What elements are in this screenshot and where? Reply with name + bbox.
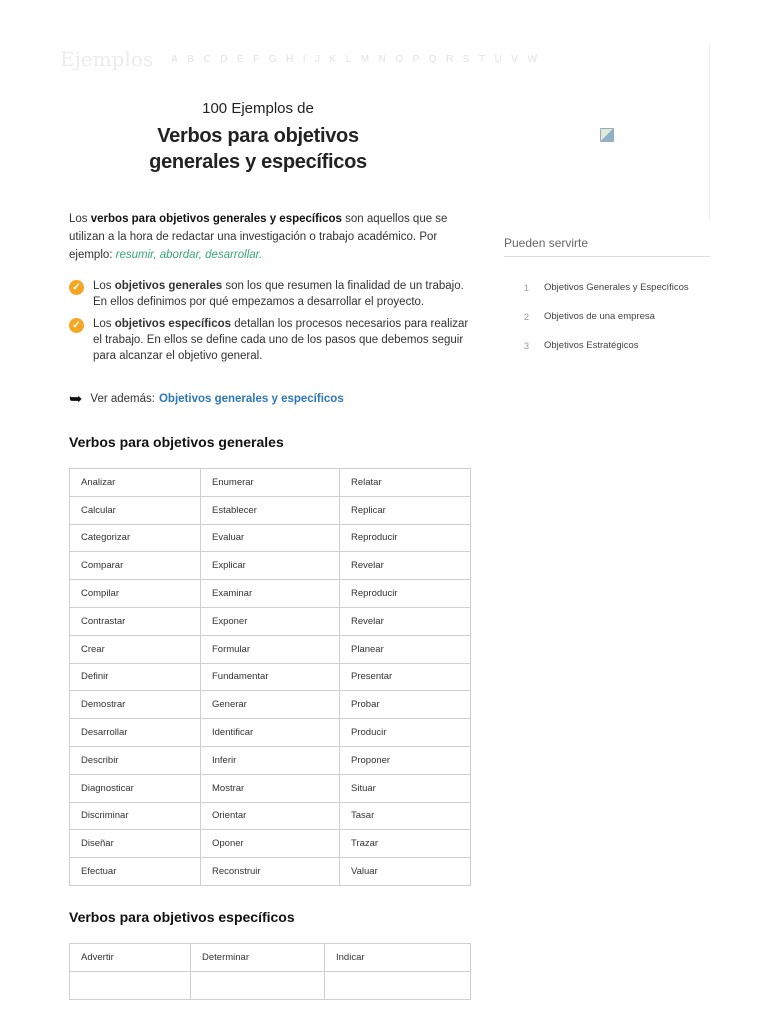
table-cell: Examinar bbox=[201, 580, 340, 608]
related-item-number: 3 bbox=[524, 340, 530, 351]
table-row bbox=[70, 802, 471, 830]
table-row bbox=[70, 774, 471, 802]
table-cell: Enumerar bbox=[201, 469, 340, 497]
alphabet-letter[interactable]: U bbox=[494, 53, 503, 65]
general-verbs-table bbox=[69, 468, 471, 886]
table-cell: Contrastar bbox=[70, 607, 201, 635]
definition-prefix: Los bbox=[93, 280, 115, 292]
table-row bbox=[70, 719, 471, 747]
table-cell: Trazar bbox=[340, 830, 471, 858]
table-cell: Generar bbox=[201, 691, 340, 719]
table-cell bbox=[70, 971, 191, 999]
definition-text bbox=[93, 278, 471, 310]
alphabet-letter[interactable]: P bbox=[412, 53, 420, 65]
table-cell: Relatar bbox=[340, 469, 471, 497]
check-circle-icon: ✓ bbox=[69, 280, 84, 295]
table-row bbox=[70, 746, 471, 774]
alphabet-letter[interactable]: H bbox=[285, 53, 294, 65]
table-cell: Revelar bbox=[340, 552, 471, 580]
table-row bbox=[70, 524, 471, 552]
top-navigation bbox=[60, 46, 537, 72]
table-cell: Explicar bbox=[201, 552, 340, 580]
sidebar bbox=[504, 44, 710, 360]
table-cell: Categorizar bbox=[70, 524, 201, 552]
section-title-specific: Verbos para objetivos específicos bbox=[69, 909, 295, 925]
table-row bbox=[70, 580, 471, 608]
table-row bbox=[70, 971, 471, 999]
table-cell: Situar bbox=[340, 774, 471, 802]
table-cell: Reproducir bbox=[340, 580, 471, 608]
alphabet-letter[interactable]: G bbox=[268, 53, 277, 65]
definition-term: objetivos específicos bbox=[114, 318, 232, 330]
table-cell: Proponer bbox=[340, 746, 471, 774]
alphabet-letter[interactable]: C bbox=[203, 53, 212, 65]
intro-bold: verbos para objetivos generales y específicos bbox=[90, 213, 342, 225]
table-cell: Diagnosticar bbox=[70, 774, 201, 802]
table-cell: Efectuar bbox=[70, 858, 201, 886]
table-cell: Valuar bbox=[340, 858, 471, 886]
table-cell: Describir bbox=[70, 746, 201, 774]
related-item-number: 2 bbox=[524, 311, 530, 322]
table-cell: Producir bbox=[340, 719, 471, 747]
definition-text bbox=[93, 316, 471, 364]
table-cell: Revelar bbox=[340, 607, 471, 635]
alphabet-letter[interactable]: V bbox=[511, 53, 519, 65]
table-row bbox=[70, 663, 471, 691]
check-circle-icon: ✓ bbox=[69, 318, 84, 333]
page-title bbox=[68, 123, 448, 175]
table-cell: Diseñar bbox=[70, 830, 201, 858]
alphabet-letter[interactable]: W bbox=[527, 53, 538, 65]
table-cell bbox=[191, 971, 325, 999]
alphabet-letter[interactable]: M bbox=[360, 53, 370, 65]
alphabet-letter[interactable]: A bbox=[171, 53, 179, 65]
curved-arrow-icon: ➥ bbox=[69, 391, 83, 408]
definition-prefix: Los bbox=[93, 318, 115, 330]
alphabet-letter[interactable]: I bbox=[302, 53, 306, 65]
definition-body: detallan los procesos necesarios para realizar el trabajo. En ellos se define cada uno de los pasos que debemos seguir para alcanzar el objetivo general. bbox=[93, 318, 469, 362]
ad-slot bbox=[504, 44, 710, 222]
table-cell: Advertir bbox=[70, 944, 191, 972]
alphabet-letter[interactable]: B bbox=[187, 53, 195, 65]
broken-image-icon bbox=[600, 128, 614, 142]
related-item[interactable] bbox=[504, 331, 710, 360]
alphabet-letter[interactable]: F bbox=[253, 53, 260, 65]
table-cell: Tasar bbox=[340, 802, 471, 830]
table-row bbox=[70, 830, 471, 858]
sidebar-title: Pueden servirte bbox=[504, 236, 710, 257]
intro-paragraph bbox=[69, 210, 471, 264]
table-cell: Desarrollar bbox=[70, 719, 201, 747]
table-row bbox=[70, 496, 471, 524]
table-cell: Oponer bbox=[201, 830, 340, 858]
table-row bbox=[70, 552, 471, 580]
alphabet-letter[interactable]: S bbox=[462, 53, 470, 65]
table-row bbox=[70, 944, 471, 972]
alphabet-letter[interactable]: K bbox=[329, 53, 337, 65]
table-cell: Inferir bbox=[201, 746, 340, 774]
related-item-label: Objetivos Generales y Específicos bbox=[544, 282, 689, 293]
alphabet-letter[interactable]: N bbox=[378, 53, 387, 65]
table-cell: Mostrar bbox=[201, 774, 340, 802]
table-cell: Determinar bbox=[191, 944, 325, 972]
see-also-label: Ver además: bbox=[90, 393, 155, 405]
article-kicker: 100 Ejemplos de bbox=[202, 100, 314, 117]
alphabet-letter[interactable]: T bbox=[478, 53, 486, 65]
alphabet-letter[interactable]: O bbox=[395, 53, 404, 65]
alphabet-letter[interactable]: Q bbox=[428, 53, 438, 65]
related-item-number: 1 bbox=[524, 282, 530, 293]
table-cell: Definir bbox=[70, 663, 201, 691]
table-row bbox=[70, 607, 471, 635]
alphabet-letter[interactable]: R bbox=[446, 53, 454, 65]
table-cell: Demostrar bbox=[70, 691, 201, 719]
definition-item bbox=[69, 278, 471, 310]
specific-verbs-table bbox=[69, 943, 471, 1000]
table-cell: Exponer bbox=[201, 607, 340, 635]
table-cell: Presentar bbox=[340, 663, 471, 691]
site-logo[interactable]: Ejemplos bbox=[60, 47, 154, 71]
title-line-2: generales y específicos bbox=[149, 151, 367, 173]
alphabet-letter[interactable]: L bbox=[345, 53, 352, 65]
related-item-label: Objetivos Estratégicos bbox=[544, 340, 639, 351]
section-title-general: Verbos para objetivos generales bbox=[69, 434, 284, 450]
table-cell: Analizar bbox=[70, 469, 201, 497]
title-line-1: Verbos para objetivos bbox=[157, 125, 359, 147]
definition-item bbox=[69, 316, 471, 364]
intro-examples: resumir, abordar, desarrollar. bbox=[115, 249, 263, 261]
table-cell: Reproducir bbox=[340, 524, 471, 552]
table-row bbox=[70, 469, 471, 497]
table-row bbox=[70, 858, 471, 886]
alphabet-letter[interactable]: D bbox=[220, 53, 228, 65]
definition-list bbox=[69, 278, 471, 370]
table-cell: Formular bbox=[201, 635, 340, 663]
related-list bbox=[504, 273, 710, 360]
see-also-link[interactable]: Objetivos generales y específicos bbox=[158, 393, 344, 405]
table-cell: Fundamentar bbox=[201, 663, 340, 691]
table-cell: Evaluar bbox=[201, 524, 340, 552]
related-item[interactable] bbox=[504, 273, 710, 302]
definition-term: objetivos generales bbox=[114, 280, 223, 292]
table-cell: Indicar bbox=[325, 944, 471, 972]
table-cell: Compilar bbox=[70, 580, 201, 608]
table-cell: Reconstruir bbox=[201, 858, 340, 886]
table-cell: Orientar bbox=[201, 802, 340, 830]
table-cell: Establecer bbox=[201, 496, 340, 524]
table-row bbox=[70, 691, 471, 719]
related-item[interactable] bbox=[504, 302, 710, 331]
table-cell: Probar bbox=[340, 691, 471, 719]
table-cell: Calcular bbox=[70, 496, 201, 524]
related-item-label: Objetivos de una empresa bbox=[544, 311, 655, 322]
table-cell: Comparar bbox=[70, 552, 201, 580]
intro-prefix: Los bbox=[69, 213, 91, 225]
table-cell bbox=[325, 971, 471, 999]
alphabet-letter[interactable]: E bbox=[236, 53, 245, 65]
see-also bbox=[69, 389, 344, 409]
alphabet-letter[interactable]: J bbox=[315, 53, 321, 65]
intro-rest: son aquellos que se utilizan a la hora de redactar una investigación o trabajo académico. Por ejemplo: bbox=[69, 213, 448, 261]
table-cell: Replicar bbox=[340, 496, 471, 524]
article-header bbox=[68, 100, 448, 175]
table-row bbox=[70, 635, 471, 663]
table-cell: Discriminar bbox=[70, 802, 201, 830]
table-cell: Crear bbox=[70, 635, 201, 663]
definition-body: son los que resumen la finalidad de un trabajo. En ellos definimos por qué empezamos a desarrollar el proyecto. bbox=[93, 280, 464, 308]
table-cell: Identificar bbox=[201, 719, 340, 747]
table-cell: Planear bbox=[340, 635, 471, 663]
alphabet-index bbox=[171, 54, 537, 65]
